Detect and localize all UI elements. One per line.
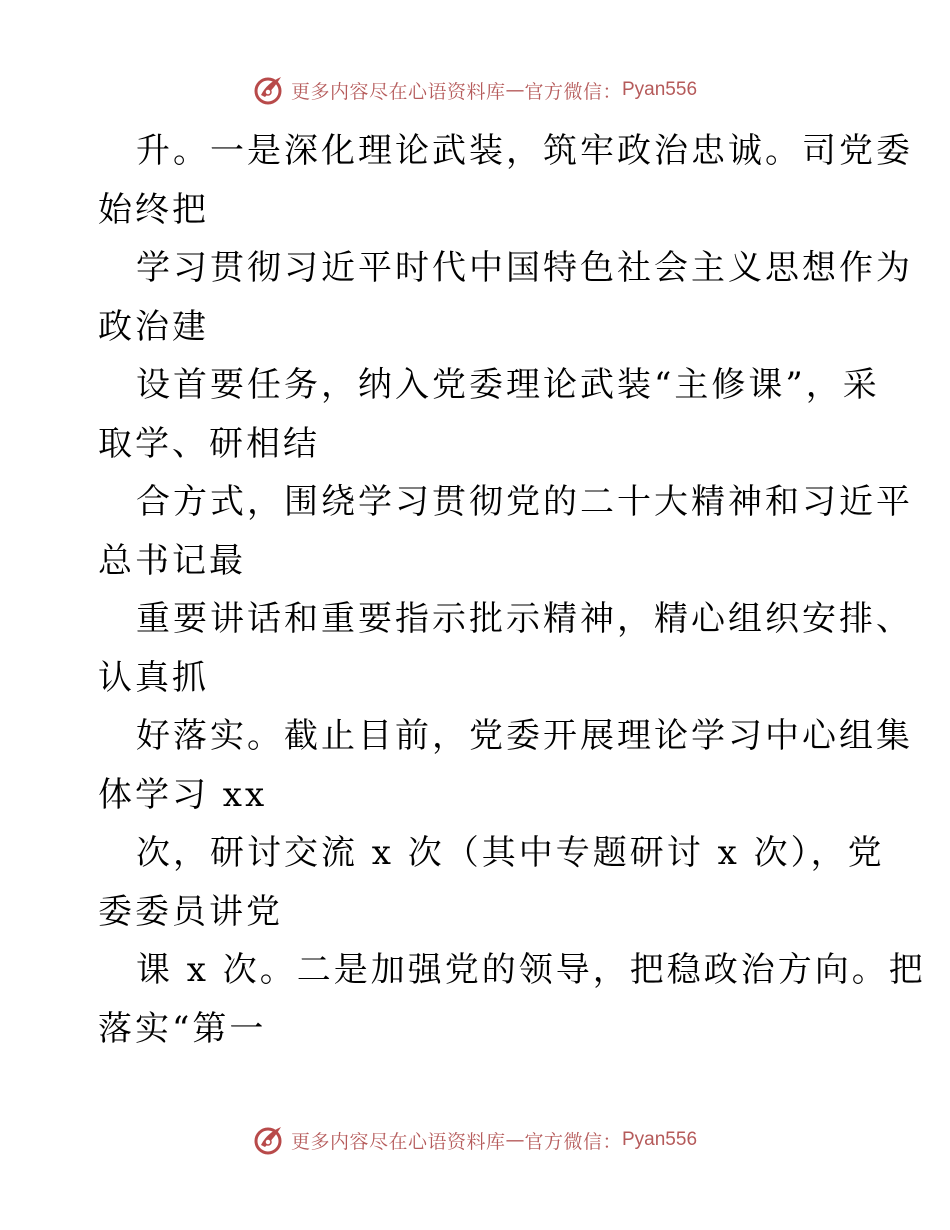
text-line: 重要讲话和重要指示批示精神，精心组织安排、 xyxy=(136,599,913,639)
text-line: 委委员讲党 xyxy=(98,891,283,932)
watermark-separator: — xyxy=(505,79,525,101)
text-line: 落实“第一 xyxy=(98,1008,267,1049)
text-line: 总书记最 xyxy=(98,540,246,581)
text-line: 认真抓 xyxy=(98,657,209,698)
document-body xyxy=(98,122,926,1058)
watermark-middle: 官方微信： xyxy=(524,80,622,103)
watermark-prefix: 更多内容尽在心语资料库 xyxy=(290,1130,506,1153)
watermark-middle: 官方微信： xyxy=(524,1130,622,1153)
watermark-separator: — xyxy=(505,1129,525,1151)
text-line: 设首要任务，纳入党委理论武装“主修课”，采 xyxy=(136,365,880,405)
text-line: 合方式，围绕学习贯彻党的二十大精神和习近平 xyxy=(136,482,913,522)
watermark-prefix: 更多内容尽在心语资料库 xyxy=(290,80,506,103)
text-line: 好落实。截止目前，党委开展理论学习中心组集 xyxy=(136,716,913,756)
header-watermark xyxy=(0,70,950,110)
text-line: 体学习 xx xyxy=(98,774,268,815)
watermark-id: Pyan556 xyxy=(622,1129,698,1150)
quill-logo-icon xyxy=(253,1123,287,1157)
text-line: 学习贯彻习近平时代中国特色社会主义思想作为 xyxy=(136,248,913,288)
text-line: 始终把 xyxy=(98,189,209,230)
text-line: 取学、研相结 xyxy=(98,423,320,464)
text-line: 课 x 次。二是加强党的领导，把稳政治方向。把 xyxy=(136,950,926,990)
text-line: 政治建 xyxy=(98,306,209,347)
text-line: 次，研讨交流 x 次（其中专题研讨 x 次），党 xyxy=(136,833,885,873)
watermark-id: Pyan556 xyxy=(622,79,698,100)
text-line: 升。一是深化理论武装，筑牢政治忠诚。司党委 xyxy=(136,131,913,171)
quill-logo-icon xyxy=(253,73,287,107)
footer-watermark xyxy=(0,1120,950,1160)
